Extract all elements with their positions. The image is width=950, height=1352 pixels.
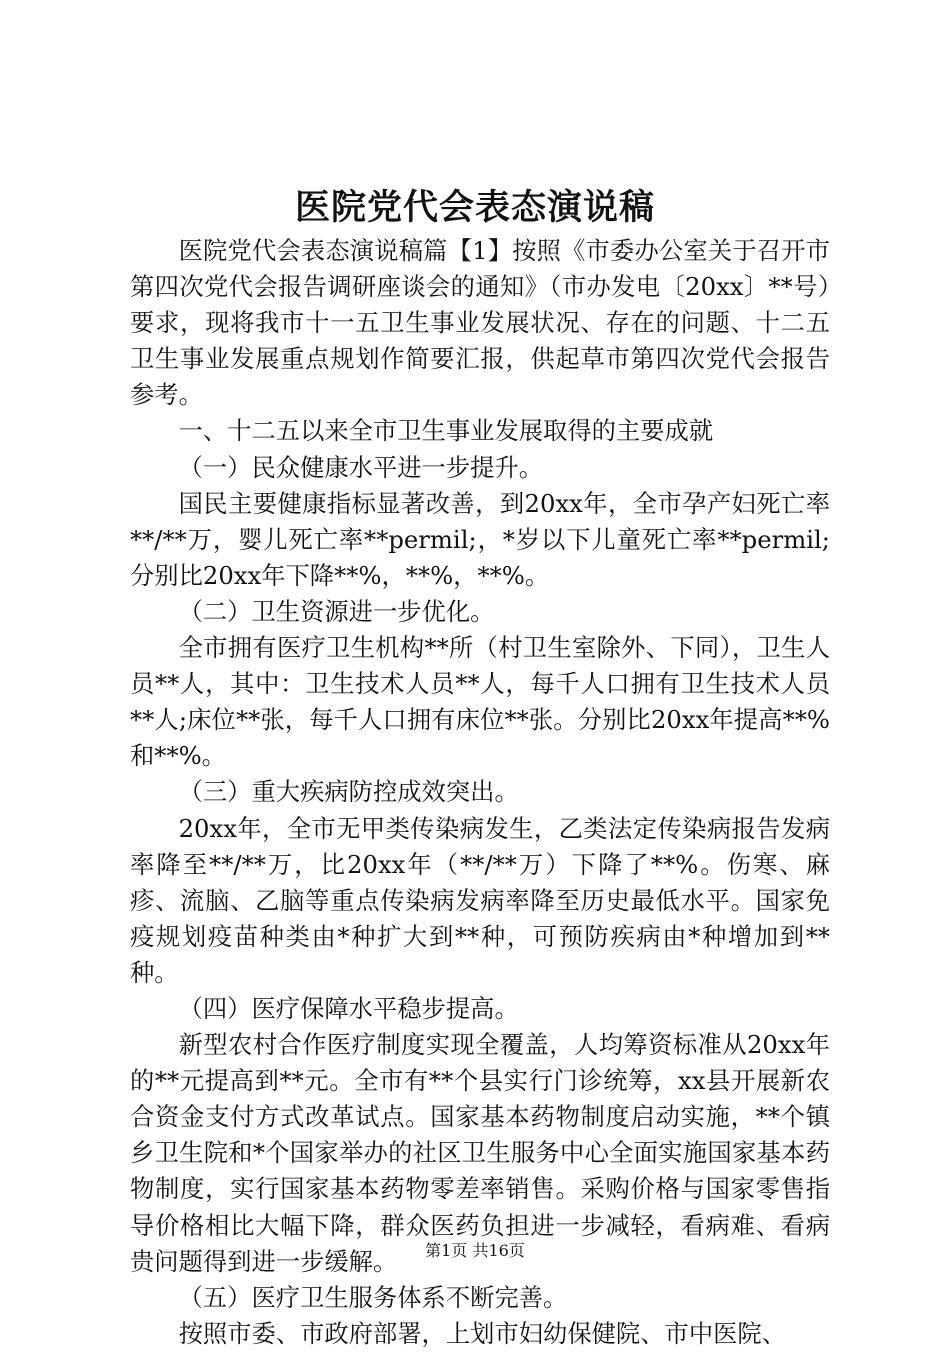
document-body (130, 233, 830, 1352)
paragraph-medical-security: 新型农村合作医疗制度实现全覆盖，人均筹资标准从20xx年的**元提高到**元。全市有**个县实行门诊统筹，xx县开展新农合资金支付方式改革试点。国家基本药物制度启动实施，**个镇乡卫生院和*个国家举办的社区卫生服务中心全面实施国家基本药物制度，实行国家基本药物零差率销售。采购价格与国家零售指导价格相比大幅下降，群众医药负担进一步减轻，看病难、看病贵问题得到进一步缓解。 (130, 1030, 830, 1276)
paragraph-health-indicators: 国民主要健康指标显著改善，到20xx年，全市孕产妇死亡率**/**万，婴儿死亡率**permil;，*岁以下儿童死亡率**permil;分别比20xx年下降**%，**%，**%。 (130, 488, 830, 590)
paragraph-service-system: 按照市委、市政府部署，上划市妇幼保健院、市中医院、 (178, 1318, 787, 1348)
paragraph-disease-control: 20xx年，全市无甲类传染病发生，乙类法定传染病报告发病率降至**/**万，比20xx年（**/**万）下降了**%。伤寒、麻疹、流脑、乙脑等重点传染病发病率降至历史最低水平。国家免疫规划疫苗种类由*种扩大到**种，可预防疾病由*种增加到**种。 (130, 813, 830, 987)
subheading-health-level: （一）民众健康水平进一步提升。 (178, 452, 544, 482)
document-title: 医院党代会表态演说稿 (294, 187, 655, 228)
subheading-resources: （二）卫生资源进一步优化。 (178, 596, 495, 626)
intro-paragraph: 医院党代会表态演说稿篇【1】按照《市委办公室关于召开市第四次党代会报告调研座谈会的通知》（市办发电〔20xx〕**号）要求，现将我市十一五卫生事业发展状况、存在的问题、十二五卫生事业发展重点规划作简要汇报，供起草市第四次党代会报告参考。 (130, 236, 830, 410)
subheading-medical-security: （四）医疗保障水平稳步提高。 (178, 993, 519, 1023)
subheading-service-system: （五）医疗卫生服务体系不断完善。 (178, 1282, 568, 1312)
subheading-disease-control: （三）重大疾病防控成效突出。 (178, 777, 519, 807)
section-heading-achievements: 一、十二五以来全市卫生事业发展取得的主要成就 (178, 416, 714, 446)
page-footer: 第1页 共16页 (425, 1241, 525, 1260)
paragraph-resources: 全市拥有医疗卫生机构**所（村卫生室除外、下同），卫生人员**人，其中：卫生技术人员**人，每千人口拥有卫生技术人员**人;床位**张，每千人口拥有床位**张。分别比20xx年提高**%和**%。 (130, 633, 830, 771)
